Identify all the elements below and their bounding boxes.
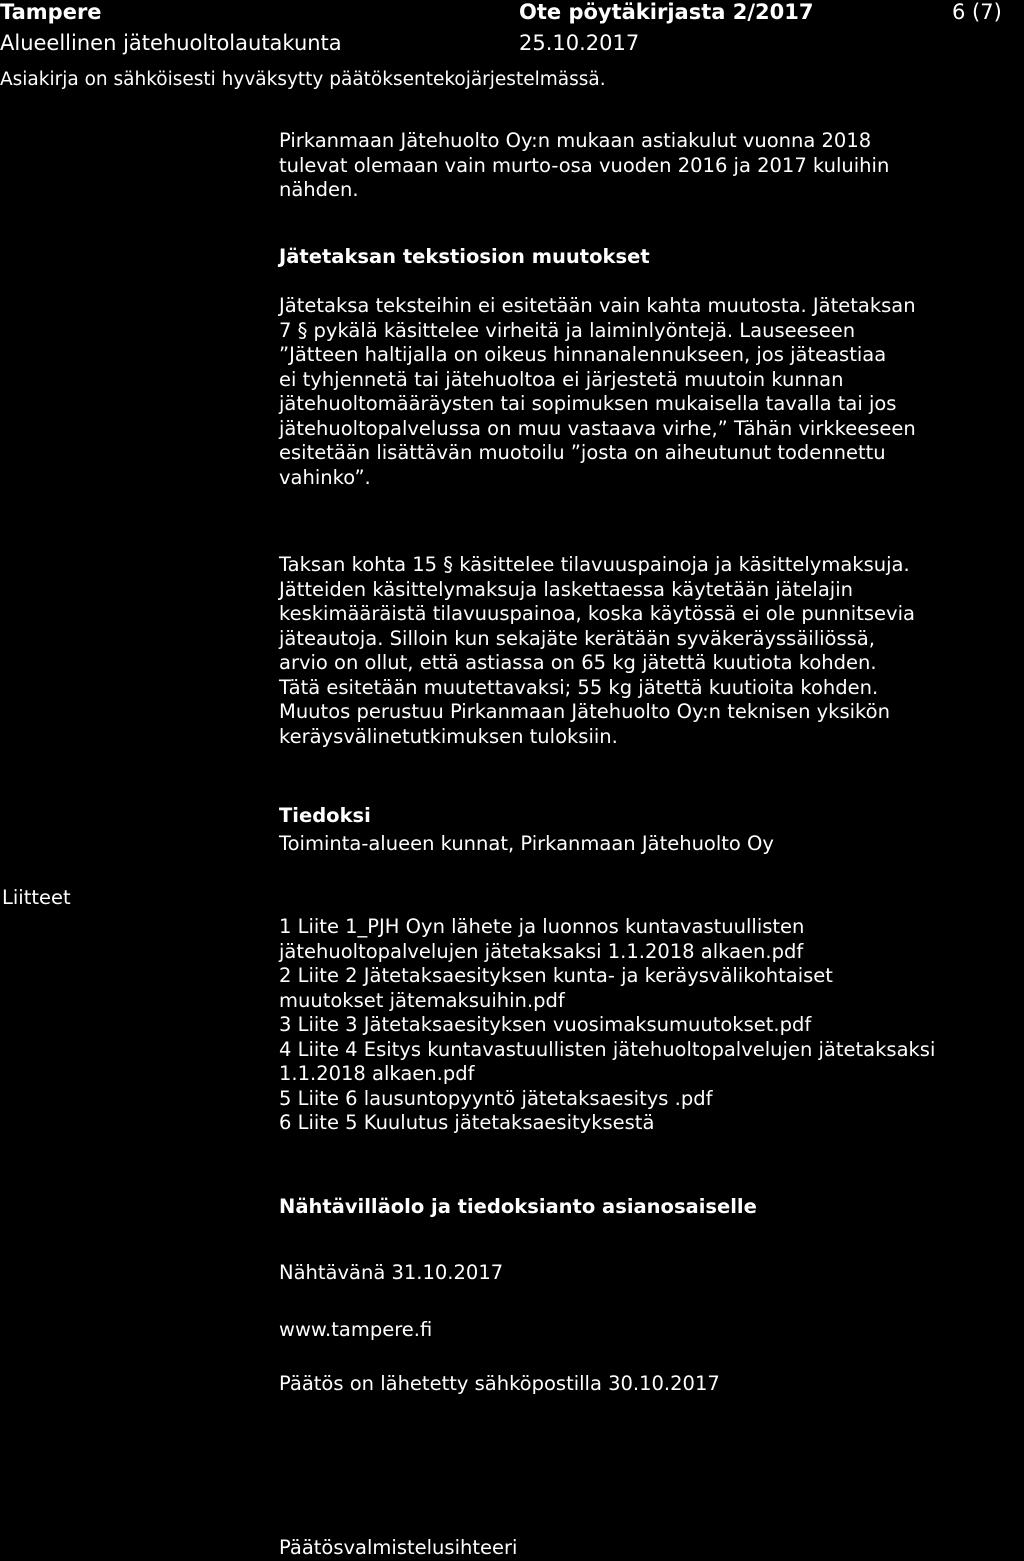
website-text: www.tampere.fi <box>279 1318 433 1341</box>
text-line: tulevat olemaan vain murto-osa vuoden 2016 ja 2017 kuluihin <box>279 153 890 177</box>
text-line: jätehuoltopalvelussa on muu vastaava virhe,” Tähän virkkeeseen <box>279 416 916 440</box>
attachments-list <box>279 915 935 1136</box>
text-line: nähden. <box>279 178 359 201</box>
text-line: ”Jätteen haltijalla on oikeus hinnanalennukseen, jos jäteastiaa <box>279 343 887 366</box>
intro-paragraph <box>279 129 889 203</box>
text-line: arvio on ollut, että astiassa on 65 kg jätettä kuutiota kohden. <box>279 651 877 674</box>
notice-heading: Nähtävilläolo ja tiedoksianto asianosaiselle <box>279 1195 757 1218</box>
attachment-line: 4 Liite 4 Esitys kuntavastuullisten jätehuoltopalvelujen jätetaksaksi <box>279 1037 936 1061</box>
text-line: keräysvälinetutkimuksen tuloksiin. <box>279 724 618 748</box>
tiedoksi-heading: Tiedoksi <box>279 804 371 827</box>
signer-role: Päätösvalmistelusihteeri <box>279 1536 518 1559</box>
attachment-line: 6 Liite 5 Kuulutus jätetaksaesityksestä <box>279 1111 655 1134</box>
attachment-line: jätehuoltopalvelujen jätetaksaksi 1.1.2018 alkaen.pdf <box>279 939 804 963</box>
text-line: Muutos perustuu Pirkanmaan Jätehuolto Oy:n teknisen yksikön <box>279 700 890 723</box>
attachment-line: 3 Liite 3 Jätetaksaesityksen vuosimaksumuutokset.pdf <box>279 1013 812 1036</box>
board-name: Alueellinen jätehuoltolautakunta <box>0 31 342 55</box>
sent-notice: Päätös on lähetetty sähköpostilla 30.10.2017 <box>279 1372 720 1395</box>
page-number: 6 (7) <box>952 0 1002 24</box>
text-line: jätehuoltomääräysten tai sopimuksen mukaisella tavalla tai jos <box>279 392 897 415</box>
section-paragraph-1 <box>279 294 916 490</box>
attachment-line: 1 Liite 1_PJH Oyn lähete ja luonnos kuntavastuullisten <box>279 915 805 938</box>
text-line: Taksan kohta 15 § käsittelee tilavuuspainoja ja käsittelymaksuja. <box>279 553 910 576</box>
approval-note: Asiakirja on sähköisesti hyväksytty päätöksentekojärjestelmässä. <box>0 69 606 90</box>
attachment-line: 1.1.2018 alkaen.pdf <box>279 1062 475 1085</box>
text-line: 7 § pykälä käsittelee virheitä ja laiminlyöntejä. Lauseeseen <box>279 318 856 342</box>
on-display-date: Nähtävänä 31.10.2017 <box>279 1261 504 1284</box>
tiedoksi-text: Toiminta-alueen kunnat, Pirkanmaan Jätehuolto Oy <box>279 832 774 855</box>
section-heading: Jätetaksan tekstiosion muutokset <box>279 245 650 268</box>
attachment-line: 2 Liite 2 Jätetaksaesityksen kunta- ja keräysvälikohtaiset <box>279 964 833 987</box>
text-line: Jätteiden käsittelymaksuja laskettaessa käytetään jätelajin <box>279 577 853 601</box>
document-date: 25.10.2017 <box>519 31 640 55</box>
text-line: Pirkanmaan Jätehuolto Oy:n mukaan astiakulut vuonna 2018 <box>279 129 872 152</box>
section-paragraph-2 <box>279 553 915 749</box>
attachments-label: Liitteet <box>2 886 71 909</box>
text-line: esitetään lisättävän muotoilu ”josta on aiheutunut todennettu <box>279 441 886 464</box>
text-line: Tätä esitetään muutettavaksi; 55 kg jätettä kuutioita kohden. <box>279 675 879 699</box>
text-line: Jätetaksa teksteihin ei esitetään vain kahta muutosta. Jätetaksan <box>279 294 916 317</box>
attachment-line: muutokset jätemaksuihin.pdf <box>279 988 565 1012</box>
document-title: Ote pöytäkirjasta 2/2017 <box>519 0 814 24</box>
text-line: jäteautoja. Silloin kun sekajäte kerätään syväkeräyssäiliössä, <box>279 626 875 650</box>
text-line: keskimääräistä tilavuuspainoa, koska käytössä ei ole punnitsevia <box>279 602 915 625</box>
attachment-line: 5 Liite 6 lausuntopyyntö jätetaksaesitys .pdf <box>279 1086 713 1110</box>
org-name: Tampere <box>0 0 102 24</box>
text-line: vahinko”. <box>279 465 371 489</box>
text-line: ei tyhjennetä tai jätehuoltoa ei järjestetä muutoin kunnan <box>279 367 844 391</box>
